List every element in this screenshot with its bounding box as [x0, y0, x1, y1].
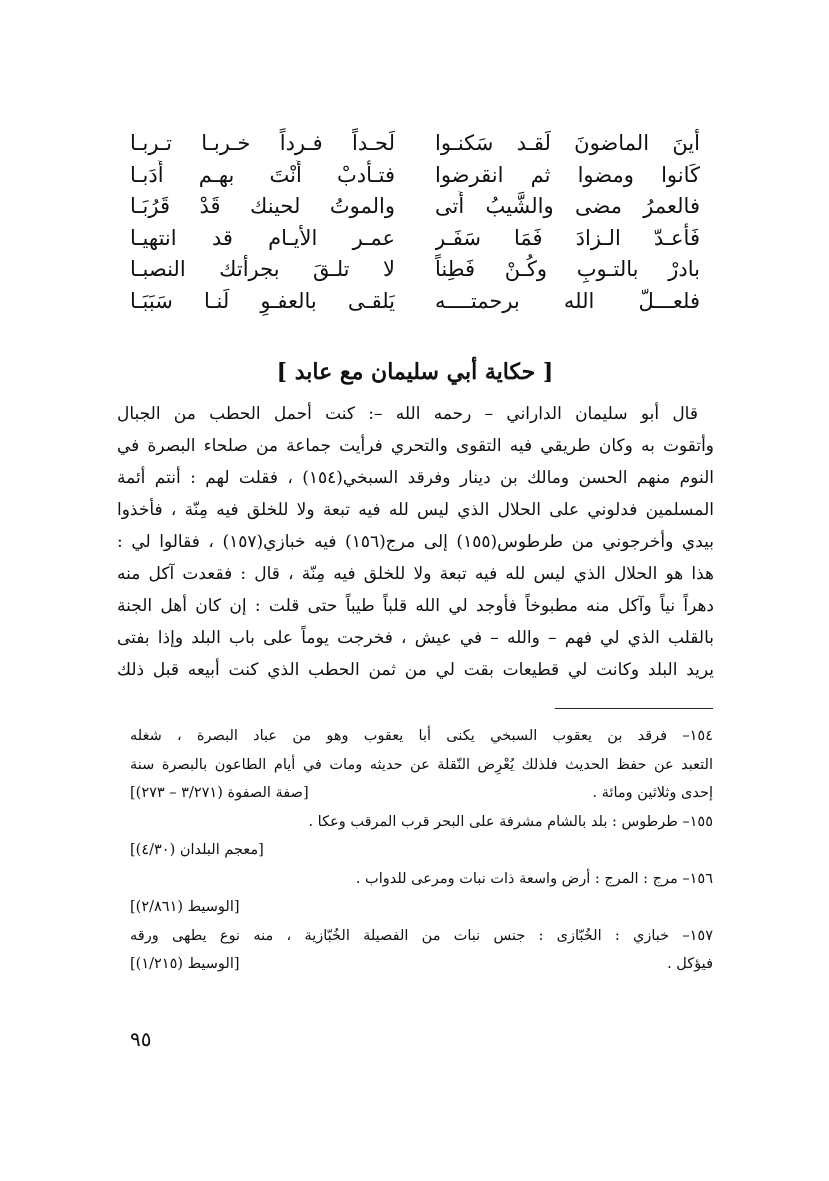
body-line: بيدي وأخرجوني من طرطوس(١٥٥) إلى مرج(١٥٦) فيه خبازي(١٥٧) ، فقالوا لي : [117, 532, 714, 552]
poem-hemistich-right: كَانوا ومضوا ثم انقرضوا [435, 162, 700, 187]
poem-hemistich-right: بادرْ بالتـوبِ وكُـنْ فَطِناً [435, 257, 700, 281]
poem-hemistich-left: لَحـداً فـرداً خـربـا تـربـا [130, 131, 395, 155]
body-line: هذا هو الحلال الذي ليس لله فيه تبعة ولا للخلق فيه مِنّة ، قال : فقعدت آكل منه [117, 564, 714, 584]
poem-hemistich-right: فَأَعـدّ الـزادَ فَمَا سَفَـر [435, 225, 700, 250]
poem-hemistich-right: أينَ الماضونَ لَقـد سَكنـوا [435, 131, 700, 155]
poem-hemistich-right: فلعـــلّ الله برحمتــــه [435, 288, 700, 313]
footnote-line: التعبد عن حفظ الحديث فلذلك يُعْرِض النّقلة عن حديثه ومات في أيام الطاعون بالبصرة سنة [130, 756, 713, 773]
footnote-line [130, 893, 713, 922]
footnote-line: ١٥٥– طرطوس : بلد بالشام مشرفة على البحر قرب المرقب وعكا . [308, 813, 713, 830]
poem-line [130, 128, 700, 160]
poem-line [130, 160, 700, 192]
footnote-line [130, 836, 713, 865]
footnote-line: ١٥٧– خبازي : الخُبّازى : جنس نبات من الفصيلة الخُبّازية ، منه نوع يطهى ورقه [130, 927, 713, 944]
footnote-line: ١٥٦– مرج : المرج : أرض واسعة ذات نبات ومرعى للدواب . [355, 870, 713, 887]
footnote-source: [الوسيط (١/٢١٥)] [130, 956, 240, 972]
poem-hemistich-left: يَلقـى بالعفـوِ لَنـا سَبَبَـا [130, 288, 395, 313]
section-heading: [ حكاية أبي سليمان مع عابد ] [276, 359, 554, 385]
body-line: قال أبو سليمان الداراني – رحمه الله –: كنت أحمل الحطب من الجبال [117, 404, 698, 424]
poem-line [130, 286, 700, 318]
body-line: دهراً نياً وآكل منه مطبوخاً فأوجد لي الله قلباً طيباً حتى قلت : إن كان أهل الجنة [117, 596, 714, 616]
footnote-divider [555, 708, 713, 709]
body-line: المسلمين فدلوني على الحلال الذي ليس لله فيه تبعة ولا للخلق فيه مِنّة ، فأخذوا [117, 500, 714, 520]
poem-hemistich-left: فتـأدبْ أَنْتَ بهـم أَدَبـا [130, 162, 395, 187]
body-text [117, 398, 714, 686]
body-line: النوم منهم الحسن ومالك بن دينار وفرقد السبخي(١٥٤) ، فقلت لهم : أنتم أئمة [117, 468, 714, 488]
poem-hemistich-left: لا تلـقَ بجرأتك النصبـا [130, 257, 395, 281]
footnote-line [130, 950, 713, 979]
footnote-line: ١٥٤– فرقد بن يعقوب السبخي يكنى أبا يعقوب وهو من عباد البصرة ، شغله [130, 728, 713, 744]
poem-hemistich-right: فالعمرُ مضى والشَّيبُ أَتى [435, 194, 700, 218]
footnotes [130, 722, 713, 979]
footnote-source: [معجم البلدان (٤/٣٠)] [130, 842, 264, 858]
footnote-source: [صفة الصفوة (٣/٢٧١ – ٢٧٣)] [130, 785, 309, 801]
page-number: ٩٥ [130, 1027, 152, 1051]
footnote-text: إحدى وثلاثين ومائة . [592, 785, 713, 801]
body-line: وأتقوت به وكان طريقي فيه التقوى والتحري فرأيت جماعة من صلحاء البصرة في [117, 436, 714, 456]
poem-hemistich-left: والموتُ لحينك قَدْ قَرُبَـا [130, 194, 395, 218]
footnote-text: فيؤكل . [667, 956, 713, 972]
poem-line [130, 191, 700, 223]
body-line: يريد البلد وكانت لي قطيعات بقت لي من ثمن الحطب الذي كنت أبيعه قبل ذلك [117, 660, 714, 680]
poem-hemistich-left: عمـر الأيـام قد انتهيـا [130, 225, 395, 250]
poem-line [130, 254, 700, 286]
body-line: بالقلب الذي لي فهم – والله – في عيش ، فخرجت يوماً على باب البلد وإذا بفتى [117, 628, 714, 648]
poem [130, 128, 700, 317]
footnote-line [130, 779, 713, 808]
footnote-source: [الوسيط (٢/٨٦١)] [130, 899, 240, 915]
poem-line [130, 223, 700, 255]
